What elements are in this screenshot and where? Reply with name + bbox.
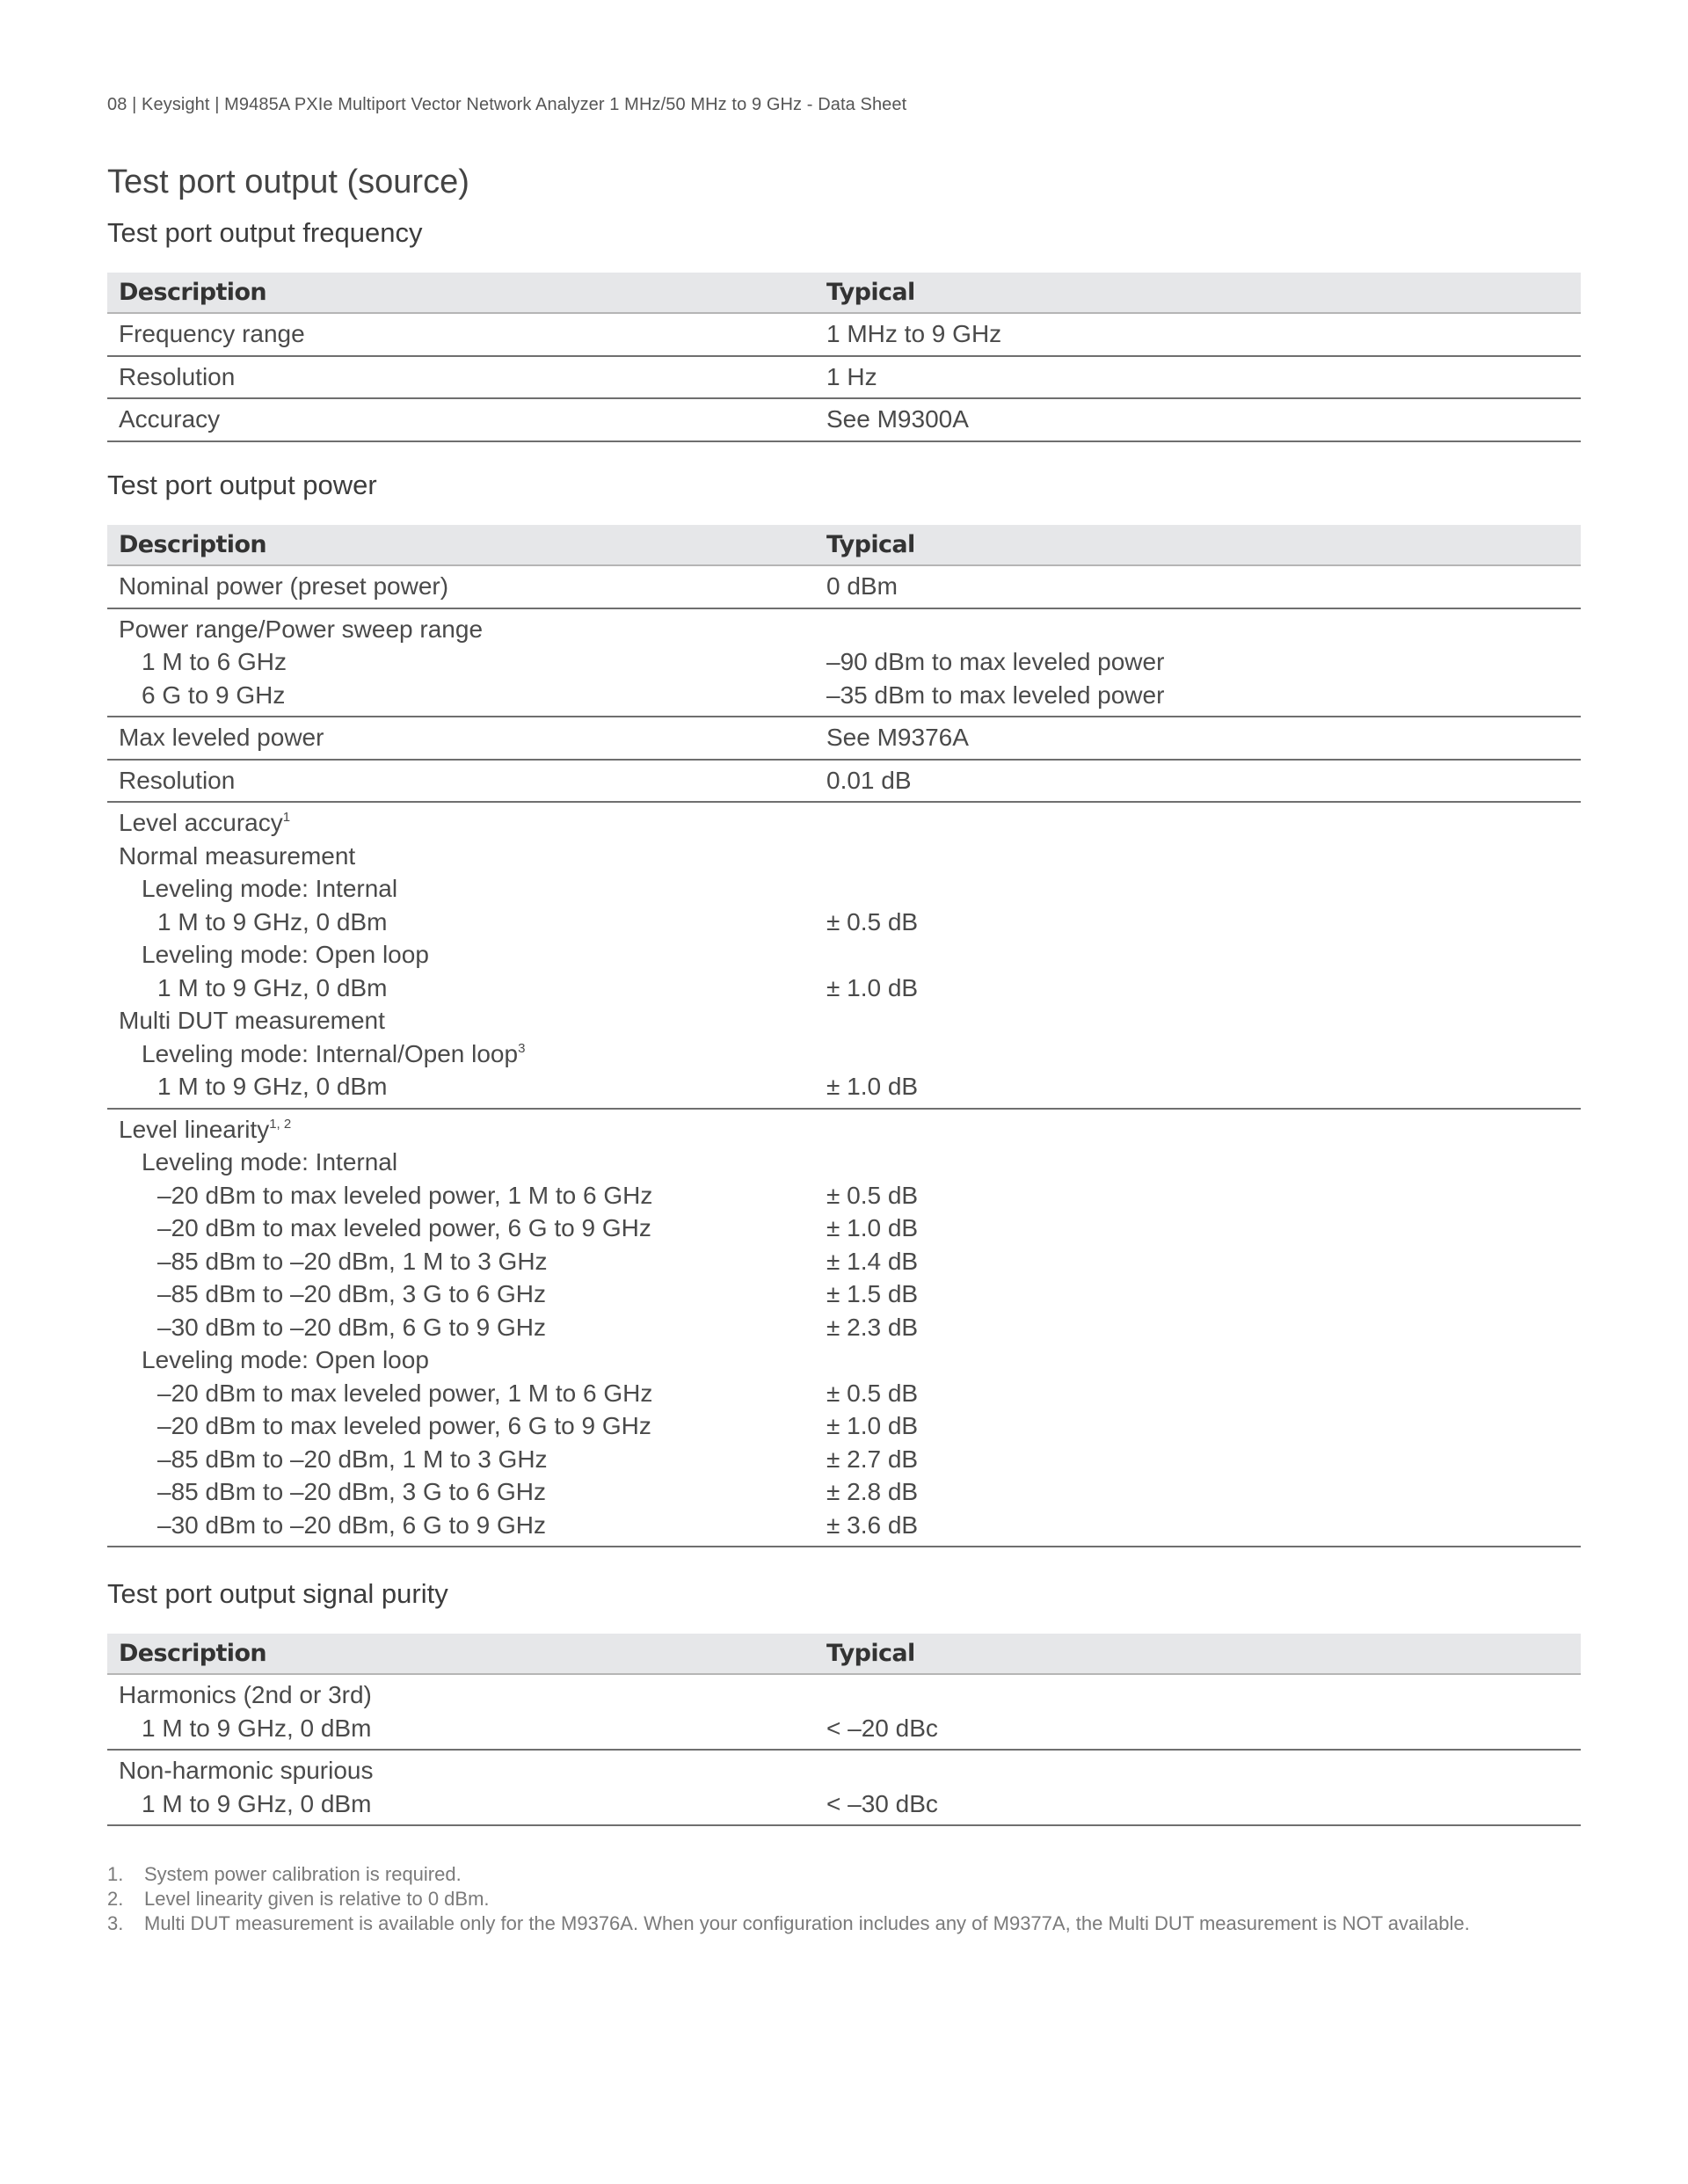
row-description: Frequency range [107, 313, 826, 356]
condition-label: –30 dBm to –20 dBm, 6 G to 9 GHz [157, 1313, 546, 1341]
footnote: 3. Multi DUT measurement is available only for the M9376A. When your configuration includes any of M9377A, the Multi DUT measurement is NOT available. [107, 1912, 1470, 1934]
condition-value: ± 1.4 dB [826, 1247, 919, 1275]
condition-value: ± 1.0 dB [826, 1412, 919, 1439]
condition-value: < –20 dBc [826, 1714, 938, 1742]
condition-label: –20 dBm to max leveled power, 6 G to 9 GHz [157, 1214, 651, 1241]
row-value [826, 1109, 1581, 1547]
leveling-mode-label: Leveling mode: Open loop [142, 1346, 429, 1373]
range-item-value: –35 dBm to max leveled power [826, 681, 1165, 709]
condition-label: –85 dBm to –20 dBm, 3 G to 6 GHz [157, 1478, 546, 1505]
table-row [107, 760, 1581, 803]
table-header-row [107, 525, 1581, 565]
row-description: Accuracy [107, 398, 826, 441]
footnote: 1. System power calibration is required. [107, 1863, 462, 1885]
condition-label: –85 dBm to –20 dBm, 1 M to 3 GHz [157, 1445, 548, 1473]
condition-value: ± 0.5 dB [826, 1181, 919, 1209]
condition-value: ± 1.5 dB [826, 1280, 919, 1307]
condition-value: < –30 dBc [826, 1789, 938, 1817]
row-value [826, 802, 1581, 1109]
footnotes [107, 1862, 1470, 1936]
table-row [107, 1109, 1581, 1547]
table-row [107, 1750, 1581, 1825]
condition-value: ± 1.0 dB [826, 1214, 919, 1241]
power-table [107, 525, 1581, 1547]
condition-label: –85 dBm to –20 dBm, 3 G to 6 GHz [157, 1280, 546, 1307]
table-row [107, 717, 1581, 760]
condition-label: 1 M to 9 GHz, 0 dBm [142, 1789, 372, 1817]
condition-label: 1 M to 9 GHz, 0 dBm [157, 973, 388, 1001]
condition-label: –20 dBm to max leveled power, 6 G to 9 GHz [157, 1412, 651, 1439]
level-linearity-label: Level linearity$^{1, 2}$ [119, 1115, 292, 1143]
condition-value: ± 2.8 dB [826, 1478, 919, 1505]
condition-value: ± 1.0 dB [826, 1073, 919, 1100]
condition-value: ± 0.5 dB [826, 1379, 919, 1407]
description-header: Description [107, 525, 826, 565]
row-value: 1 Hz [826, 356, 1581, 399]
table-row [107, 398, 1581, 441]
purity-table [107, 1634, 1581, 1826]
condition-label: –30 dBm to –20 dBm, 6 G to 9 GHz [157, 1511, 546, 1539]
row-value [826, 1750, 1581, 1825]
condition-value: ± 0.5 dB [826, 907, 919, 935]
section-title: Test port output (source) [107, 164, 469, 200]
frequency-table-title: Test port output frequency [107, 217, 423, 248]
description-header: Description [107, 1634, 826, 1674]
typical-header: Typical [826, 273, 1581, 313]
condition-value: ± 3.6 dB [826, 1511, 919, 1539]
row-description [107, 1109, 826, 1547]
row-value: 0 dBm [826, 565, 1581, 608]
page-header: 08 | Keysight | M9485A PXIe Multiport Vector Network Analyzer 1 MHz/50 MHz to 9 GHz - Data Sheet [107, 95, 907, 114]
footnote-ref: 1 [282, 810, 291, 825]
condition-label: –20 dBm to max leveled power, 1 M to 6 GHz [157, 1379, 653, 1407]
spurious-label: Non-harmonic spurious [119, 1757, 374, 1784]
table-row [107, 1674, 1581, 1750]
power-range-label: Power range/Power sweep range [119, 615, 484, 643]
condition-value: ± 1.0 dB [826, 973, 919, 1001]
leveling-mode-label: Leveling mode: Internal/Open loop$^3$ [142, 1039, 526, 1067]
leveling-mode-label: Leveling mode: Internal [142, 1148, 398, 1176]
row-value: 1 MHz to 9 GHz [826, 313, 1581, 356]
row-description [107, 802, 826, 1109]
condition-label: 1 M to 9 GHz, 0 dBm [142, 1714, 372, 1742]
purity-table-title: Test port output signal purity [107, 1578, 448, 1609]
footnote-ref: 3 [518, 1040, 526, 1056]
row-description: Resolution [107, 356, 826, 399]
condition-label: –20 dBm to max leveled power, 1 M to 6 GHz [157, 1181, 653, 1209]
table-header-row [107, 1634, 1581, 1674]
row-description [107, 608, 826, 717]
harmonics-label: Harmonics (2nd or 3rd) [119, 1681, 372, 1708]
row-description [107, 1750, 826, 1825]
leveling-mode-label: Leveling mode: Internal [142, 875, 398, 902]
condition-label: –85 dBm to –20 dBm, 1 M to 3 GHz [157, 1247, 548, 1275]
range-item-label: 1 M to 6 GHz [142, 648, 287, 675]
row-description: Nominal power (preset power) [107, 565, 826, 608]
typical-header: Typical [826, 525, 1581, 565]
row-value [826, 608, 1581, 717]
normal-measurement-label: Normal measurement [119, 841, 356, 870]
frequency-table [107, 273, 1581, 442]
table-row [107, 356, 1581, 399]
row-value: See M9376A [826, 717, 1581, 760]
table-row [107, 565, 1581, 608]
leveling-mode-label: Leveling mode: Open loop [142, 941, 429, 968]
row-value: 0.01 dB [826, 760, 1581, 803]
table-row [107, 608, 1581, 717]
table-header-row [107, 273, 1581, 313]
row-value: See M9300A [826, 398, 1581, 441]
row-description: Max leveled power [107, 717, 826, 760]
multi-dut-label: Multi DUT measurement [119, 1007, 385, 1034]
condition-value: ± 2.7 dB [826, 1445, 919, 1473]
range-item-label: 6 G to 9 GHz [142, 681, 286, 709]
row-value [826, 1674, 1581, 1750]
description-header: Description [107, 273, 826, 313]
condition-label: 1 M to 9 GHz, 0 dBm [157, 907, 388, 935]
power-table-title: Test port output power [107, 470, 377, 500]
typical-header: Typical [826, 1634, 1581, 1674]
condition-value: ± 2.3 dB [826, 1313, 919, 1341]
row-description [107, 1674, 826, 1750]
condition-label: 1 M to 9 GHz, 0 dBm [157, 1073, 388, 1100]
table-row [107, 313, 1581, 356]
footnote: 2. Level linearity given is relative to 0 dBm. [107, 1888, 490, 1910]
range-item-value: –90 dBm to max leveled power [826, 648, 1165, 675]
footnote-ref: 1, 2 [269, 1116, 292, 1132]
level-accuracy-label: Level accuracy$^1$ [119, 809, 291, 836]
table-row [107, 802, 1581, 1109]
row-description: Resolution [107, 760, 826, 803]
